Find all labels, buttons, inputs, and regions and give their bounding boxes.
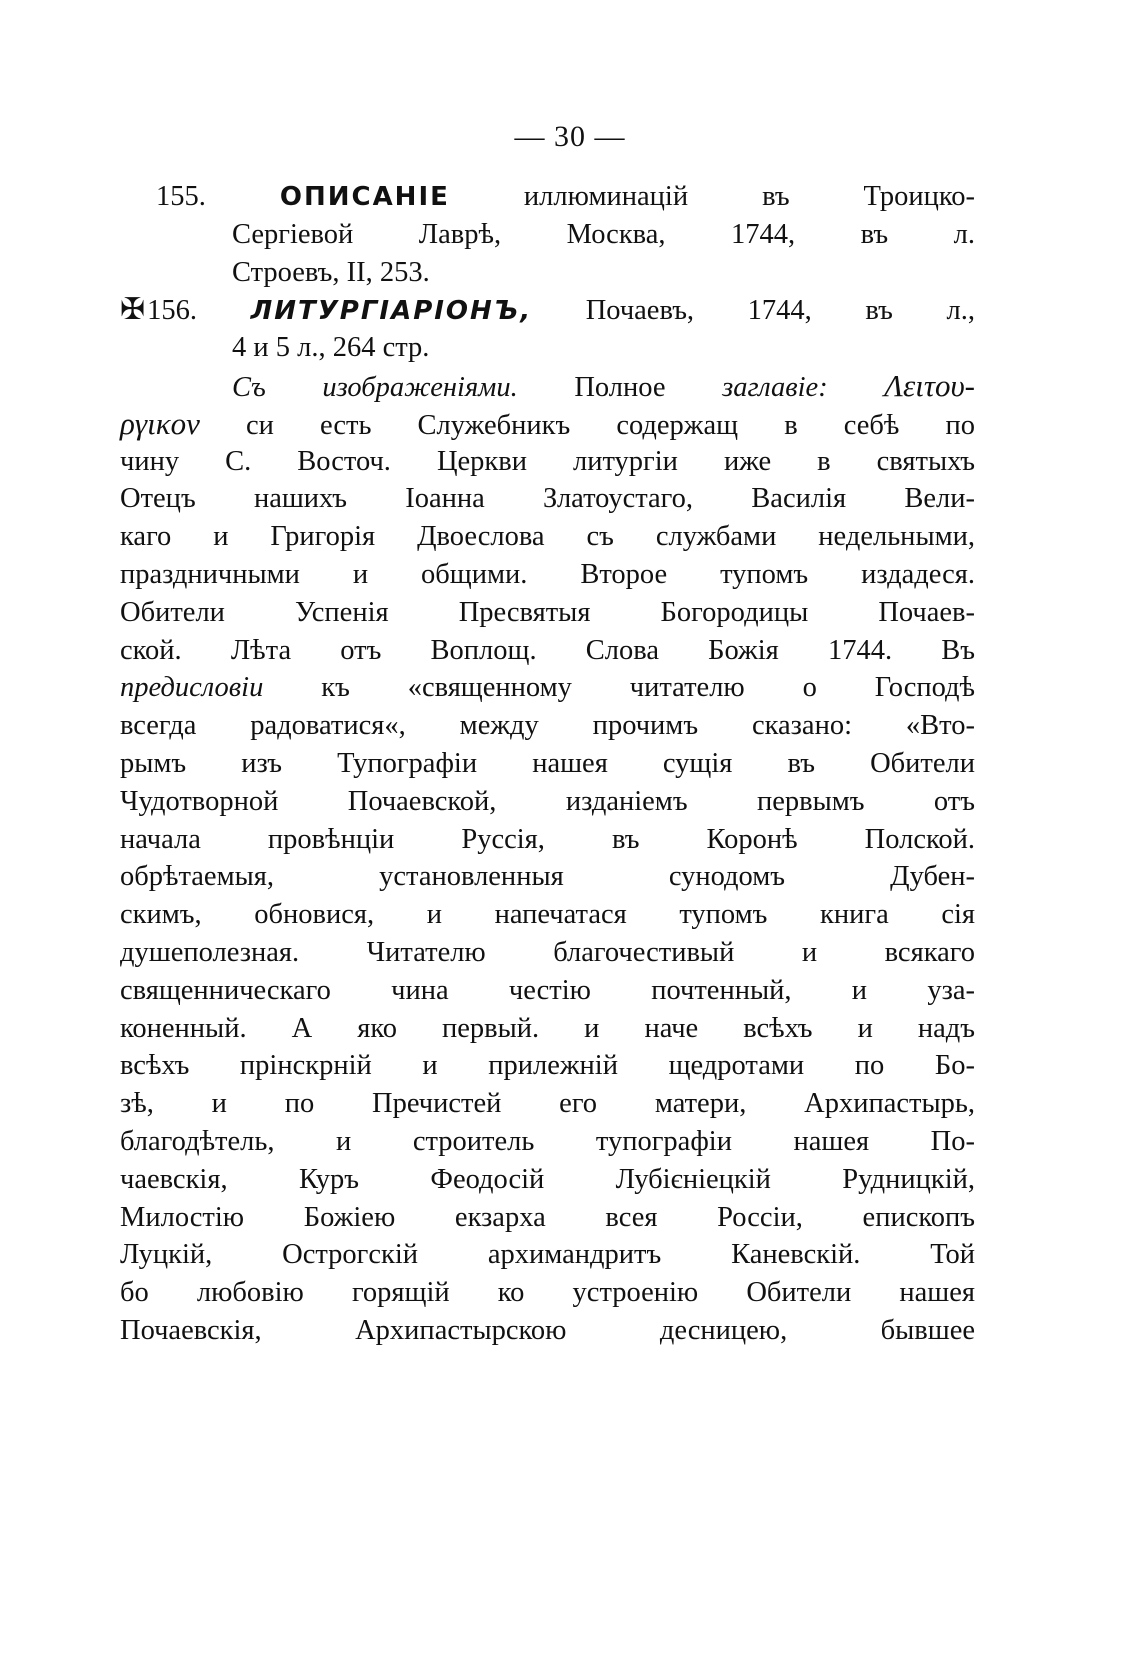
entry-156-line-18: душеполезная. Читателю благочестивый и всякаго <box>120 936 975 968</box>
entry-156-line-27: бо любовію горящій ко устроенію Обители нашея <box>120 1277 975 1309</box>
entry-155-number: 155. <box>156 181 206 212</box>
entry-156-line-28: Почаевскія, Архипастырскою десницею, бывшее <box>120 1314 975 1346</box>
entry-156-line-23: благодѣтель, и строитель тупографіи нашея По- <box>120 1125 975 1157</box>
entry-155-line-3: Строевъ, II, 253. <box>232 256 430 288</box>
entry-156-line-3 <box>120 367 975 405</box>
greek-word-end: ργικον <box>120 405 200 441</box>
entry-156-line-22: зѣ, и по Пречистей его матери, Архипастырь, <box>120 1088 975 1120</box>
entry-156-line-13: рымъ изъ Тупографіи нашея сущія въ Обители <box>120 747 975 779</box>
desc-italic: Съ изображеніями. <box>232 371 518 403</box>
entry-156-line-26: Луцкій, Острогскій архимандритъ Каневскій. Той <box>120 1239 975 1271</box>
entry-156-line-10: ской. Лѣта отъ Воплощ. Слова Божія 1744. Въ <box>120 634 975 666</box>
entry-156-line-6: Отецъ нашихъ Іоанна Златоустаго, Василія Вели- <box>120 483 975 515</box>
entry-155-title: ОПИСАНІЕ <box>279 182 450 212</box>
entry-156-line-4 <box>120 405 975 443</box>
entry-156-line-14: Чудотворной Почаевской, изданіемъ первымъ отъ <box>120 785 975 817</box>
greek-word: Λειτου- <box>884 367 975 403</box>
page-number: — 30 — <box>514 120 626 153</box>
entry-156-line-24: чаевскія, Куръ Феодосій Лубієніецкій Рудницкій, <box>120 1163 975 1195</box>
entry-156-number: 156. <box>147 295 198 327</box>
entry-156-line-8: праздничными и общими. Второе тупомъ издадеся. <box>120 558 975 590</box>
entry-156-line-20: коненный. А яко первый. и наче всѣхъ и надъ <box>120 1012 975 1044</box>
entry-156 <box>120 291 975 1349</box>
entry-156-line-15: начала провѣнціи Руссія, въ Коронѣ Полской. <box>120 823 975 855</box>
entry-156-title: ЛИТУРГІАРІОНЪ, <box>250 296 533 327</box>
preface-italic: предисловіи <box>120 672 264 704</box>
entry-156-line-12: всегда радоватися«, между прочимъ сказано: «Вто- <box>120 710 975 742</box>
entry-156-line-19: священническаго чина честію почтенный, и узa- <box>120 974 975 1006</box>
page-text <box>120 178 975 1350</box>
entry-156-line-11 <box>120 669 975 707</box>
desc-text: Полное <box>574 371 666 403</box>
desc-italic-title: заглавіе: <box>722 371 828 403</box>
entry-156-line-11-rest: къ «священному читателю о Господѣ <box>321 672 976 704</box>
entry-156-line-1-rest: Почаевъ, 1744, въ л., <box>585 295 976 327</box>
entry-155 <box>120 178 975 291</box>
entry-155-line-1 <box>120 178 975 216</box>
entry-155-line-2: Сергіевой Лаврѣ, Москва, 1744, въ л. <box>232 218 975 250</box>
cross-mark-icon: ✠ <box>120 293 146 327</box>
entry-156-line-2: 4 и 5 л., 264 стр. <box>232 332 430 364</box>
entry-156-line-7: каго и Григорія Двоеслова съ службами недельными, <box>120 521 975 553</box>
entry-155-line-1-rest: иллюминацій въ Троицко- <box>523 181 976 212</box>
entry-156-line-5: чину С. Восточ. Церкви литургіи иже в святыхъ <box>120 445 975 477</box>
entry-156-line-9: Обители Успенія Пресвятыя Богородицы Почаев- <box>120 596 975 628</box>
entry-156-line-21: всѣхъ прінскрній и прилежній щедротами по Бо- <box>120 1050 975 1082</box>
entry-156-line-4-rest: си есть Служебникъ содержащ в себѣ по <box>245 409 975 441</box>
entry-156-line-25: Милостію Божіею екзарха всея Россіи, епископъ <box>120 1201 975 1233</box>
entry-156-line-16: обрѣтаемыя, установленныя сунодомъ Дубен- <box>120 861 975 893</box>
entry-156-line-1 <box>120 291 975 329</box>
entry-156-line-17: скимъ, обновися, и напечатася тупомъ книга сія <box>120 899 975 931</box>
